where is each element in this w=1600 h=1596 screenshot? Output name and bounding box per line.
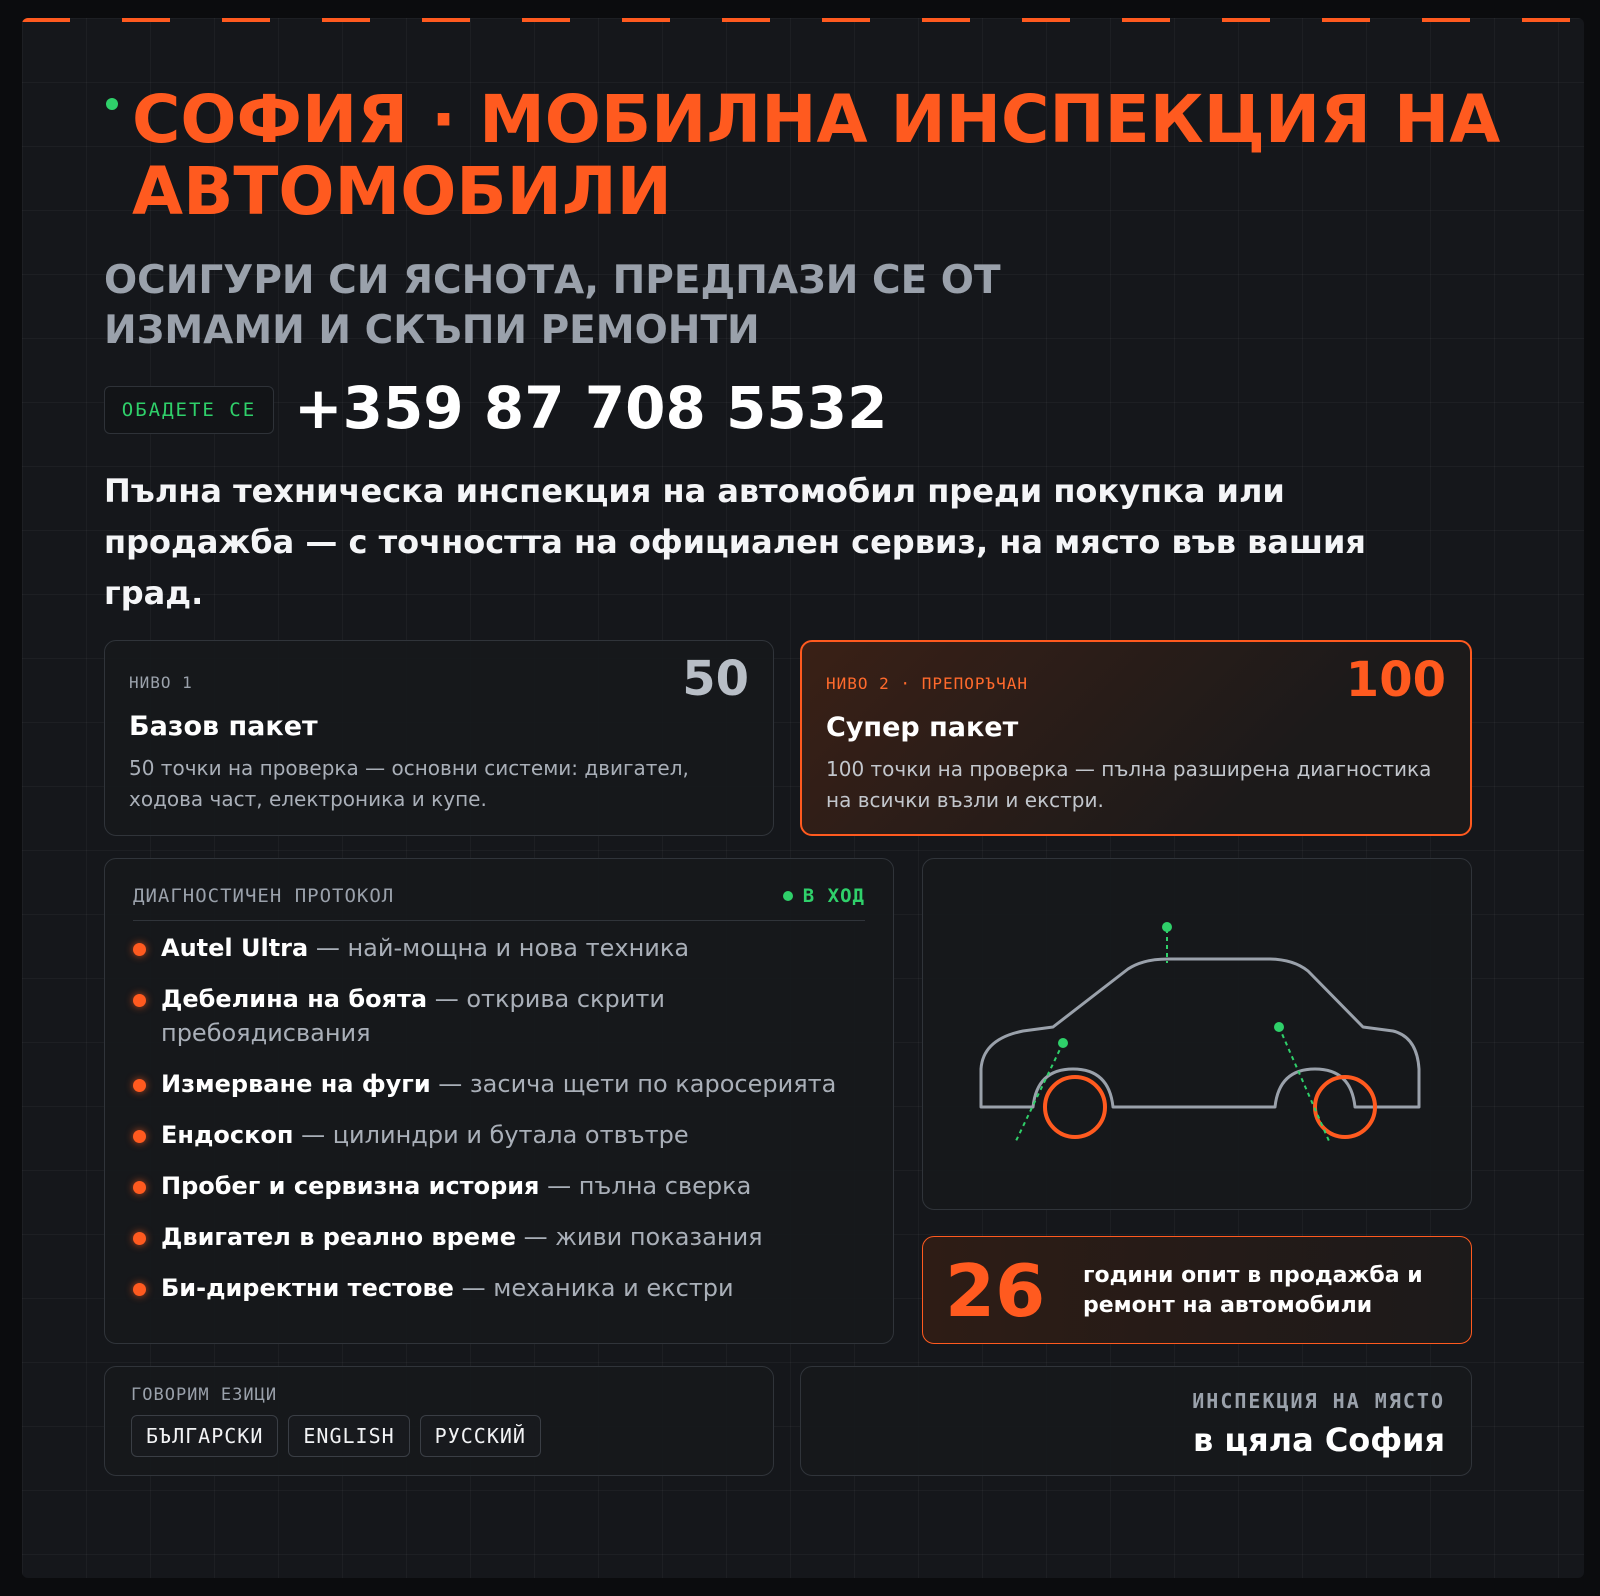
package-level: НИВО 1 [129,673,193,692]
bullet-icon [133,1130,146,1143]
diagnostic-list [133,931,873,1322]
experience-years: 26 [945,1249,1046,1333]
item-title: Ендоскоп [161,1121,294,1149]
poster [22,18,1584,1578]
list-item [133,1169,873,1203]
list-item [133,1271,873,1305]
diagnostic-header [133,885,865,921]
diagnostic-protocol-card [104,858,894,1344]
package-name: Базов пакет [129,711,318,742]
phone-number[interactable]: +359 87 708 5532 [294,374,888,442]
status-dot-icon [783,891,793,901]
experience-card [922,1236,1472,1344]
language-pill-bulgarian[interactable]: БЪЛГАРСКИ [131,1415,278,1457]
onsite-label: ИНСПЕКЦИЯ НА МЯСТО [1192,1389,1445,1413]
call-badge[interactable]: ОБАДЕТЕ СЕ [104,386,274,434]
live-dot-icon [106,98,118,110]
top-dashed-border [22,18,1584,22]
bullet-icon [133,943,146,956]
list-item [133,1067,873,1101]
list-item [133,1220,873,1254]
item-detail: — цилиндри и бутала отвътре [293,1121,689,1149]
languages-card [104,1366,774,1476]
package-level: НИВО 2 · ПРЕПОРЪЧАН [826,674,1029,693]
item-detail: — пълна сверка [539,1172,752,1200]
item-title: Измерване на фуги [161,1070,431,1098]
page-subtitle: ОСИГУРИ СИ ЯСНОТА, ПРЕДПАЗИ СЕ ОТ ИЗМАМИ И СКЪПИ РЕМОНТИ [104,258,1001,353]
item-title: Пробег и сервизна история [161,1172,540,1200]
package-points: 50 [682,651,749,707]
package-card-super[interactable] [800,640,1472,836]
item-detail: — най-мощна и нова техника [308,934,690,962]
package-description: 100 точки на проверка — пълна разширена диагностика на всички възли и екстри. [826,757,1432,812]
item-detail: — открива скрити пребоядисвания [161,985,665,1047]
experience-text: години опит в продажба и ремонт на автомобили [1083,1263,1423,1318]
list-item [133,982,873,1050]
item-title: Двигател в реално време [161,1223,516,1251]
bullet-icon [133,1079,146,1092]
bullet-icon [133,1283,146,1296]
item-detail: — засича щети по каросерията [430,1070,837,1098]
item-detail: — живи показания [515,1223,763,1251]
package-name: Супер пакет [826,712,1019,743]
item-title: Дебелина на боята [161,985,428,1013]
languages-label: ГОВОРИМ ЕЗИЦИ [131,1385,278,1405]
item-title: Autel Ultra [161,934,309,962]
status-badge [783,885,865,907]
language-pill-russian[interactable]: РУССКИЙ [420,1415,541,1457]
bullet-icon [133,994,146,1007]
bullet-icon [133,1181,146,1194]
list-item [133,931,873,965]
bullet-icon [133,1232,146,1245]
page-title: СОФИЯ · МОБИЛНА ИНСПЕКЦИЯ НА АВТОМОБИЛИ [132,81,1501,230]
onsite-value: в цяла София [1192,1421,1445,1459]
package-card-basic[interactable] [104,640,774,836]
list-item [133,1118,873,1152]
package-description: 50 точки на проверка — основни системи: двигател, ходова част, електроника и купе. [129,756,689,811]
diagnostic-title: ДИАГНОСТИЧЕН ПРОТОКОЛ [133,885,395,907]
car-illustration-card [922,858,1472,1210]
car-outline-icon [923,859,1473,1211]
status-text: В ХОД [802,885,865,907]
item-title: Би-директни тестове [161,1274,454,1302]
onsite-card [800,1366,1472,1476]
language-pills [131,1415,541,1457]
item-detail: — механика и екстри [453,1274,734,1302]
package-points: 100 [1345,652,1446,708]
language-pill-english[interactable]: ENGLISH [288,1415,409,1457]
service-description: Пълна техническа инспекция на автомобил преди покупка или продажба — с точността на официален сервиз, на място във вашия град. [104,472,1366,612]
